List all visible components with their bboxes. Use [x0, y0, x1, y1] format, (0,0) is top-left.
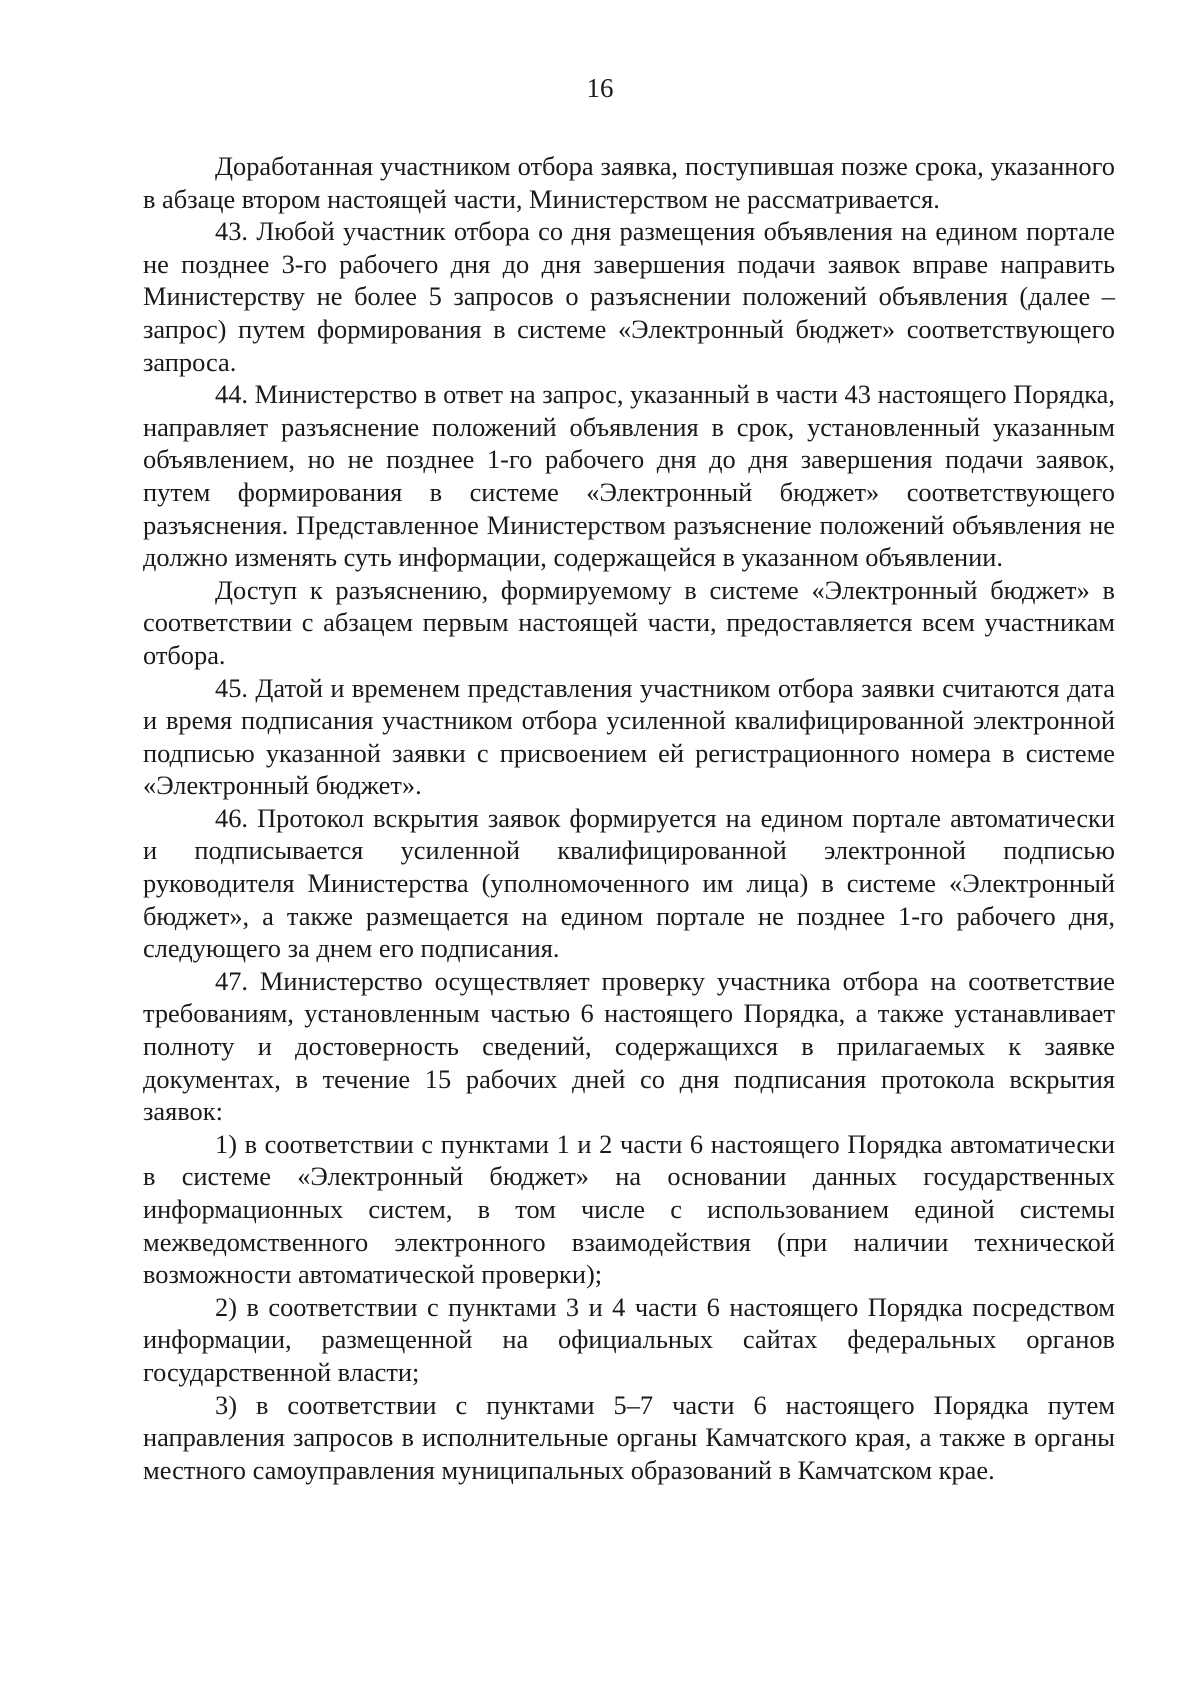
text-line: государственных информационных систем, в том числе с использованием [143, 1161, 1115, 1224]
text-line: участникам отбора. [143, 607, 1115, 670]
text-line: направления запросов в исполнительные органы Камчатского края, а также в [143, 1422, 1027, 1453]
text-line: направить Министерству не более 5 запросов о разъяснении положений [143, 248, 1115, 312]
page-number: 16 [586, 73, 614, 103]
text-line: дата и время подписания участником отбора усиленной квалифицированной [143, 672, 1115, 736]
text-line: объявления (далее – запрос) путем формирования в системе «Электронный [143, 281, 1115, 344]
text-line: органов государственной власти; [143, 1324, 1115, 1387]
text-line: соответствующего разъяснения. Представленное Министерством разъяснение [143, 476, 1115, 540]
text-line: автоматически и подписывается усиленной квалифицированной электронной [143, 802, 1115, 866]
paragraph [143, 378, 1115, 574]
text-line: прилагаемых к заявке документах, в течение 15 рабочих дней со дня подписания [143, 1031, 1115, 1094]
text-line: в Камчатском крае. [778, 1454, 995, 1485]
paragraph [143, 574, 1115, 672]
text-line: автоматически в системе «Электронный бюджет» на основании данных [143, 1128, 1115, 1192]
paragraph [143, 150, 1115, 215]
text-line: положений объявления не должно изменять суть информации, содержащейся в [143, 509, 1115, 573]
document-body [143, 150, 1115, 1486]
text-line: 44. Министерство в ответ на запрос, указанный в части 43 настоящего [215, 379, 1007, 410]
text-line: также устанавливает полноту и достоверность сведений, содержащихся в [143, 998, 1115, 1062]
text-line: единой системы межведомственного электронного взаимодействия (при [143, 1194, 1115, 1257]
text-line: электронной подписью указанной заявки с присвоением ей регистрационного [143, 705, 1115, 768]
text-line: 1-го рабочего дня, следующего за днем его подписания. [143, 900, 1115, 964]
text-line: 3) в соответствии с пунктами 5–7 части 6 настоящего Порядка путем [215, 1389, 1115, 1420]
text-line: Доступ к разъяснению, формируемому в системе «Электронный бюджет» [215, 574, 1090, 605]
text-line: посредством информации, размещенной на официальных сайтах федеральных [143, 1291, 1115, 1355]
text-line: в соответствии с абзацем первым настоящей части, предоставляется всем [143, 574, 1115, 638]
text-line: указанным объявлением, но не позднее 1-го рабочего дня до дня завершения [143, 411, 1115, 475]
paragraph [143, 672, 1115, 802]
text-line: «Электронный бюджет», а также размещается на едином портале не позднее [143, 868, 1115, 931]
text-line: 43. Любой участник отбора со дня размещения объявления на едином [215, 216, 1018, 247]
paragraph [143, 215, 1115, 378]
paragraph [143, 1389, 1115, 1487]
text-line: подачи заявок, путем формирования в системе «Электронный бюджет» [143, 444, 1115, 507]
text-line: Порядка, направляет разъяснение положений объявления в срок, установленный [143, 379, 1115, 442]
text-line: протокола вскрытия заявок: [143, 1063, 1115, 1127]
paragraph [143, 965, 1115, 1128]
text-line: 47. Министерство осуществляет проверку участника отбора на [215, 965, 957, 996]
paragraph [143, 1128, 1115, 1291]
text-line: органы местного самоуправления муниципальных образований [143, 1422, 1115, 1485]
text-line: 45. Датой и временем представления участником отбора заявки считаются [215, 672, 1060, 703]
text-line: портале не позднее 3-го рабочего дня до дня завершения подачи заявок вправе [143, 216, 1115, 279]
text-line: указанном объявлении. [741, 542, 1004, 573]
paragraph [143, 802, 1115, 965]
text-line: бюджет» соответствующего запроса. [143, 313, 1115, 377]
text-line: соответствие требованиям, установленным частью 6 настоящего Порядка, а [143, 965, 1115, 1029]
text-line: номера в системе «Электронный бюджет». [143, 737, 1115, 801]
text-line: 2) в соответствии с пунктами 3 и 4 части 6 настоящего Порядка [215, 1291, 963, 1322]
text-line: наличии технической возможности автоматической проверки); [143, 1226, 1115, 1290]
paragraph [143, 1291, 1115, 1389]
text-line: подписью руководителя Министерства (уполномоченного им лица) в системе [143, 835, 1115, 899]
text-line: указанного в абзаце втором настоящей части, Министерством не [143, 151, 1115, 214]
text-line: рассматривается. [746, 183, 940, 214]
text-line: 1) в соответствии с пунктами 1 и 2 части 6 настоящего Порядка [215, 1128, 943, 1159]
text-line: Доработанная участником отбора заявка, поступившая позже срока, [215, 151, 984, 181]
text-line: 46. Протокол вскрытия заявок формируется на едином портале [215, 802, 941, 833]
